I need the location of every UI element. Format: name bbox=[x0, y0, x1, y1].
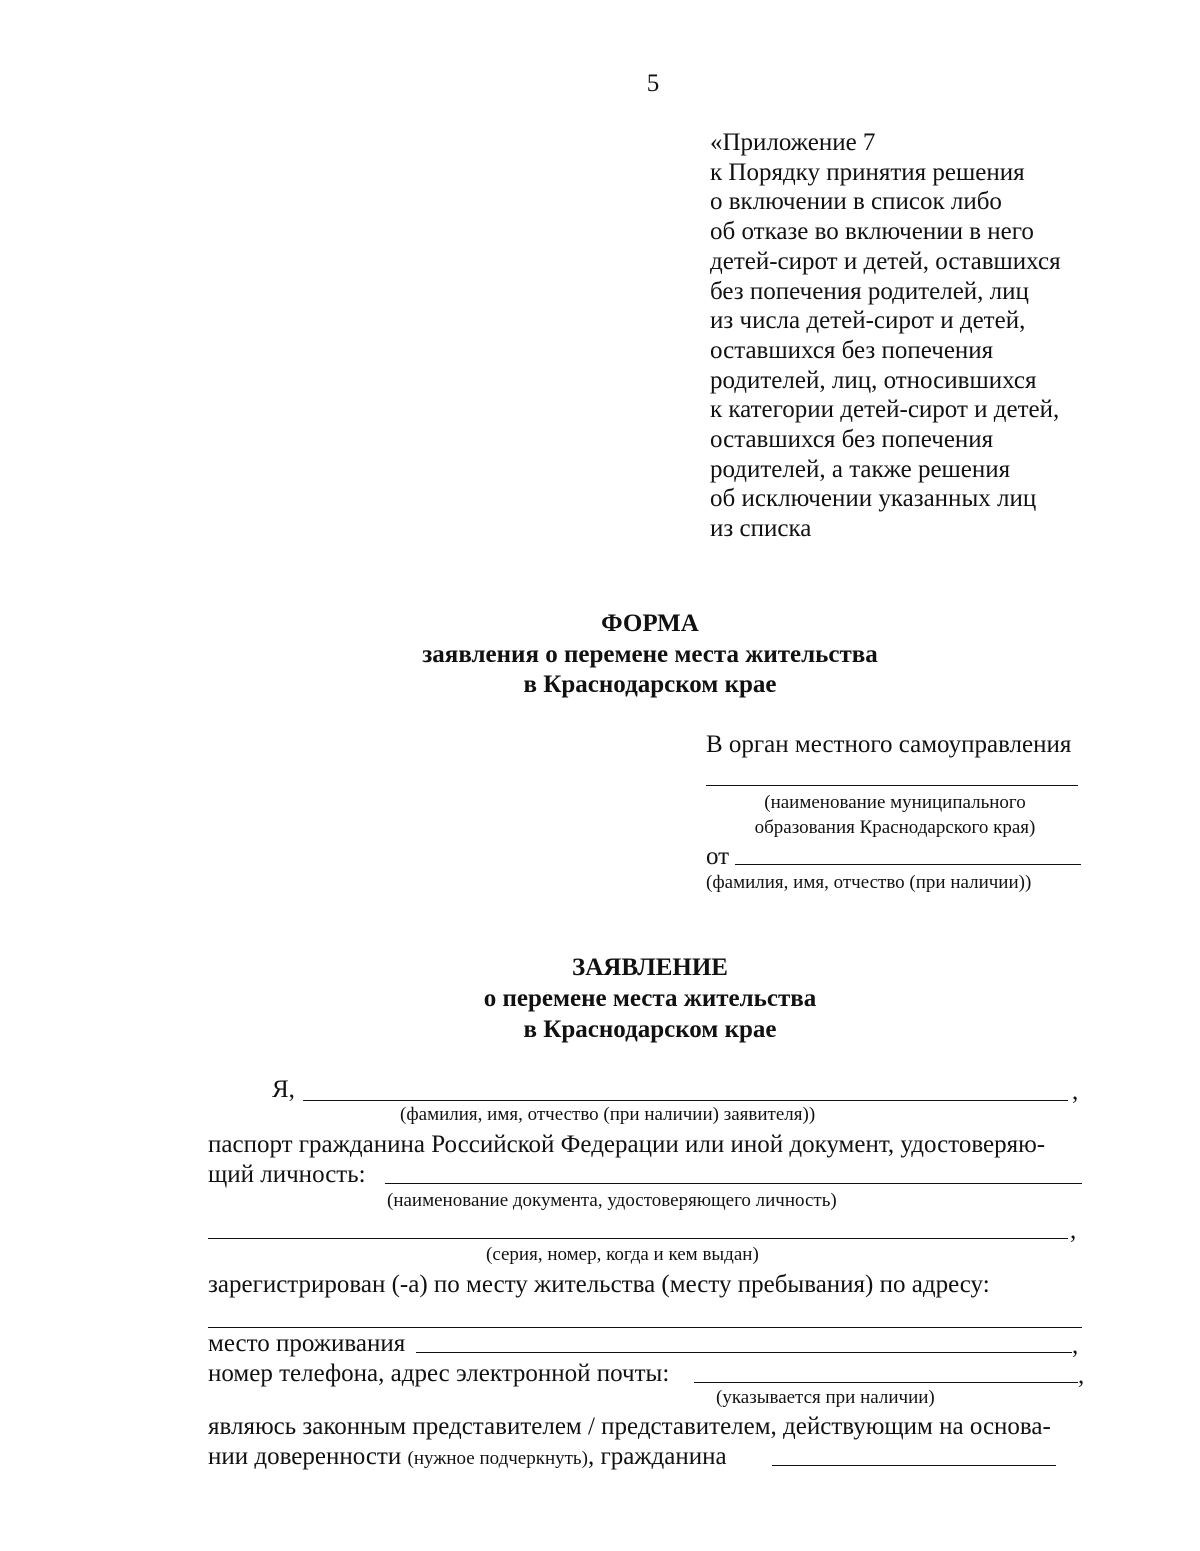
representative-text-a: нии доверенности bbox=[208, 1443, 402, 1470]
applicant-fio-field[interactable] bbox=[303, 1100, 1068, 1101]
appendix-line: родителей, лиц, относившихся bbox=[710, 366, 1037, 394]
statement-title: ЗАЯВЛЕНИЕ bbox=[572, 954, 728, 981]
representative-line-1: являюсь законным представителем / представителем, действующим на основа- bbox=[208, 1413, 1051, 1440]
document-name-field[interactable] bbox=[385, 1183, 1082, 1184]
appendix-line: детей-сирот и детей, оставшихся bbox=[710, 247, 1061, 275]
appendix-line: родителей, а также решения bbox=[710, 455, 1011, 483]
appendix-line: из списка bbox=[710, 515, 812, 543]
passport-line-2: щий личность: bbox=[208, 1161, 366, 1188]
from-field[interactable] bbox=[735, 864, 1081, 865]
appendix-line: оставшихся без попечения bbox=[710, 336, 994, 364]
document-series-field[interactable] bbox=[208, 1238, 1068, 1239]
appendix-line: к Порядку принятия решения bbox=[710, 158, 1025, 186]
representative-line-2 bbox=[208, 1442, 727, 1472]
registered-label: зарегистрирован (-а) по месту жительства (месту пребывания) по адресу: bbox=[208, 1271, 990, 1298]
representative-text-c: , гражданина bbox=[587, 1443, 727, 1470]
form-subtitle-line2: в Краснодарском крае bbox=[523, 671, 777, 698]
phone-label: номер телефона, адрес электронной почты: bbox=[208, 1360, 670, 1387]
appendix-line: о включении в список либо bbox=[710, 188, 1002, 216]
page-number: 5 bbox=[646, 70, 660, 97]
phone-hint: (указывается при наличии) bbox=[716, 1387, 935, 1408]
appendix-line: оставшихся без попечения bbox=[710, 426, 994, 454]
appendix-line: из числа детей-сирот и детей, bbox=[710, 307, 1026, 335]
fio-hint: (фамилия, имя, отчество (при наличии) заявителя)) bbox=[400, 1104, 816, 1125]
residence-label: место проживания bbox=[208, 1330, 406, 1357]
i-label: Я, bbox=[272, 1076, 295, 1103]
municipality-hint-2: образования Краснодарского края) bbox=[754, 817, 1036, 838]
appendix-line: об отказе во включении в него bbox=[710, 218, 1034, 246]
appendix-reference bbox=[710, 128, 1061, 544]
municipality-field[interactable] bbox=[706, 785, 1078, 786]
statement-subtitle-line2: в Краснодарском крае bbox=[523, 1016, 777, 1043]
registered-address-field[interactable] bbox=[208, 1327, 1082, 1328]
comma-3: , bbox=[1072, 1332, 1079, 1359]
from-label: от bbox=[706, 843, 730, 870]
statement-subtitle-line1: о перемене места жительства bbox=[483, 985, 817, 1012]
residence-field[interactable] bbox=[416, 1352, 1072, 1353]
form-title: ФОРМА bbox=[601, 610, 699, 637]
appendix-line: к категории детей-сирот и детей, bbox=[710, 396, 1060, 424]
appendix-line: без попечения родителей, лиц bbox=[710, 277, 1029, 305]
series-hint: (серия, номер, когда и кем выдан) bbox=[486, 1244, 759, 1265]
addressee-to: В орган местного самоуправления bbox=[706, 731, 1072, 758]
phone-email-field[interactable] bbox=[694, 1382, 1078, 1383]
representative-note: (нужное подчеркнуть) bbox=[407, 1448, 588, 1469]
document-hint: (наименование документа, удостоверяющего личность) bbox=[387, 1190, 837, 1211]
appendix-line: «Приложение 7 bbox=[710, 129, 876, 156]
passport-line-1: паспорт гражданина Российской Федерации или иной документ, удостоверяю- bbox=[208, 1131, 1046, 1158]
comma-4: , bbox=[1078, 1362, 1085, 1389]
comma-1: , bbox=[1072, 1078, 1079, 1105]
citizen-field[interactable] bbox=[772, 1465, 1056, 1466]
form-subtitle-line1: заявления о перемене места жительства bbox=[422, 641, 878, 668]
comma-2: , bbox=[1070, 1217, 1077, 1244]
from-hint: (фамилия, имя, отчество (при наличии)) bbox=[706, 872, 1032, 893]
municipality-hint-1: (наименование муниципального bbox=[764, 792, 1026, 813]
appendix-line: об исключении указанных лиц bbox=[710, 485, 1037, 513]
